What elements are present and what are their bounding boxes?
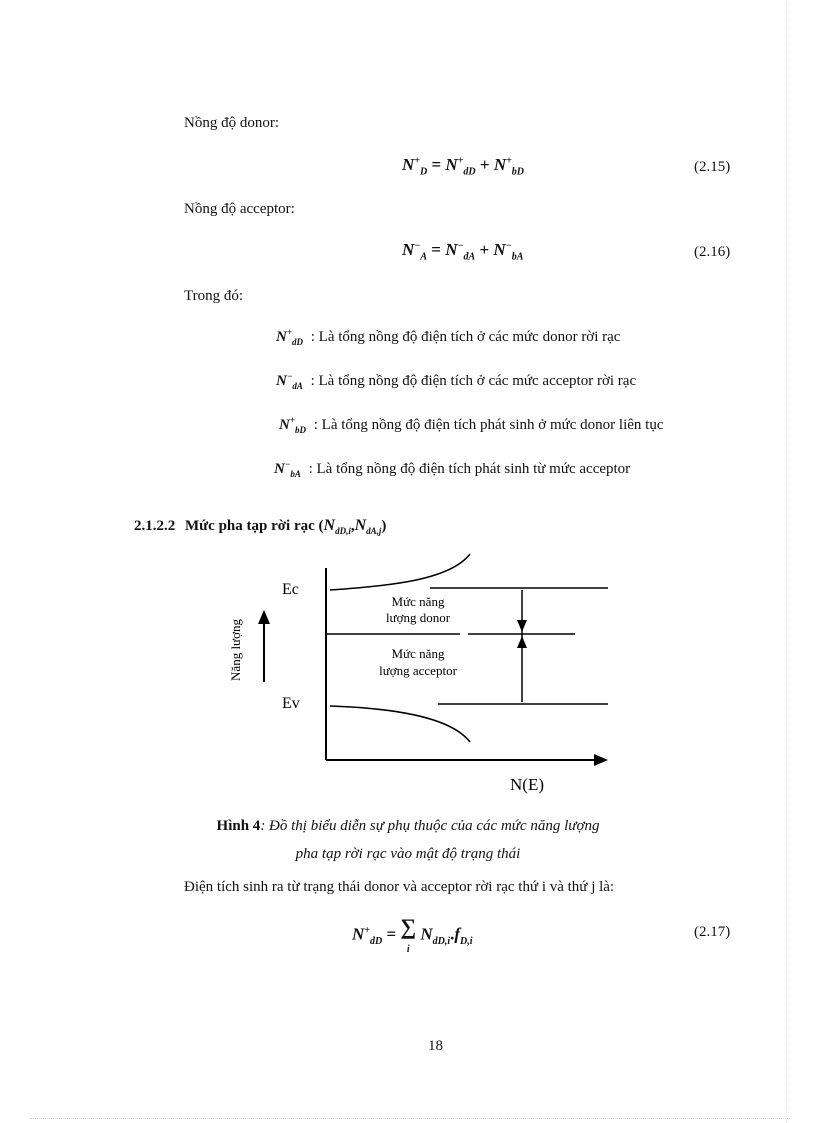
figure-caption-line2 [0, 846, 816, 863]
def-text: : Là tổng nồng độ điện tích ở các mức acceptor rời rạc [310, 373, 637, 389]
eq216-lhs-sub: A [420, 251, 428, 263]
energy-level-figure [220, 550, 620, 800]
definition-item [276, 371, 636, 391]
eq216-t2: N [493, 240, 506, 259]
section-sym1: N [323, 517, 336, 534]
eq215-t1-sub: dD [463, 166, 476, 178]
energy-arrow-head [258, 610, 270, 624]
def-sub: dA [292, 381, 303, 391]
sum-icon: ∑ [400, 914, 417, 939]
bottom-dotted-border [30, 1118, 790, 1119]
def-sup: + [286, 327, 292, 337]
caption-text-1: : Đồ thị biểu diễn sự phụ thuộc của các mức năng lượng [260, 818, 600, 834]
eq215-t2-sup: + [506, 155, 512, 167]
eq215-lhs: N [402, 155, 415, 174]
sum-index: i [406, 944, 410, 955]
def-text: : Là tổng nồng độ điện tích phát sinh từ mức acceptor [308, 461, 631, 477]
equation-number-2-16: (2.16) [694, 244, 731, 260]
eq215-t1: N [445, 155, 458, 174]
conduction-band-curve [330, 554, 470, 590]
donor-label-line1: Mức năng [391, 594, 445, 609]
donor-intro: Nồng độ donor: [184, 115, 279, 131]
eq216-t1-sub: dA [463, 251, 476, 263]
y-axis-label: Năng lượng [228, 619, 243, 681]
eq217-lhs-sup: + [364, 924, 370, 936]
acceptor-label-line2: lượng acceptor [379, 663, 457, 678]
figure-caption-line1 [0, 818, 816, 835]
equation-number-2-17: (2.17) [694, 924, 731, 940]
def-sup: − [286, 371, 293, 381]
valence-band-curve [330, 706, 470, 742]
eq216-lhs: N [402, 240, 415, 259]
def-symbol: N [276, 373, 287, 389]
eq217-t2: f [454, 924, 461, 944]
section-sym1-sub: dD,i [335, 526, 351, 537]
definition-item [274, 459, 630, 479]
eq215-lhs-sup: + [414, 155, 420, 167]
page-number: 18 [428, 1038, 443, 1054]
section-sym2: N [354, 517, 367, 534]
down-arrowhead [517, 620, 527, 632]
ec-label: Ec [282, 581, 299, 598]
eq215-t2: N [493, 155, 507, 174]
equation-2-17: $N^+_{dD}$ = ∑ i $N_{dD,i}.f_{D,i}$ [352, 914, 473, 955]
equation-2-16: $N^-_A = N^-_{dA} + N^-_{bA}$ [402, 240, 524, 263]
x-axis-label: N(E) [510, 775, 544, 794]
donor-label-line2: lượng donor [385, 610, 451, 625]
ev-label: Ev [282, 695, 300, 712]
def-sub: bD [294, 425, 306, 435]
eq217-t1: N [420, 924, 433, 944]
where-label: Trong đó: [184, 288, 244, 304]
section-close: ) [381, 518, 387, 534]
definition-item [279, 415, 664, 435]
eq217-t1-sub: dD,i [432, 935, 451, 947]
def-symbol: N [279, 417, 290, 433]
acceptor-intro: Nồng độ acceptor: [184, 201, 295, 217]
x-axis-arrow [594, 754, 608, 766]
up-arrowhead [517, 636, 527, 648]
eq216-t1-sup: − [457, 240, 464, 252]
caption-prefix: Hình 4 [216, 818, 261, 834]
eq215-t2-sub: bD [511, 166, 525, 178]
eq216-t1: N [445, 240, 458, 259]
section-heading: 2.1.2.2 Mức pha tạp rời rạc $(N_{dD,i},N_{dA,j})$ [134, 517, 387, 537]
eq216-lhs-sup: − [414, 240, 421, 252]
def-symbol: N [274, 461, 285, 477]
acceptor-label-line1: Mức năng [391, 646, 445, 661]
section-sym2-sub: dA,j [366, 526, 382, 537]
right-dotted-border [786, 0, 787, 1123]
charge-intro: Điện tích sinh ra từ trạng thái donor và acceptor rời rạc thứ i và thứ j là: [184, 879, 615, 895]
def-sup: − [284, 459, 291, 469]
eq217-lhs-sub: dD [369, 935, 383, 947]
eq217-lhs: N [352, 924, 365, 944]
eq216-t2-sub: bA [511, 251, 524, 263]
def-sup: + [289, 415, 295, 425]
def-sub: bA [290, 469, 301, 479]
def-symbol: N [276, 329, 287, 345]
eq216-t2-sup: − [505, 240, 512, 252]
definition-item [276, 327, 620, 347]
eq217-t2-sub: D,i [460, 935, 473, 947]
eq215-t1-sup: + [457, 155, 464, 167]
caption-text-2: pha tạp rời rạc vào mật độ trạng thái [295, 846, 521, 862]
def-text: : Là tổng nồng độ điện tích ở các mức donor rời rạc [310, 329, 621, 345]
def-sub: dD [291, 337, 303, 347]
equation-2-15: $N^+_D = N^+_{dD} + N^+_{bD}$ [402, 155, 525, 178]
section-title: Mức pha tạp rời rạc ( [185, 518, 324, 534]
eq215-lhs-sub: D [419, 166, 428, 178]
equation-number-2-15: (2.15) [694, 159, 731, 175]
section-number: 2.1.2.2 [134, 518, 176, 534]
def-text: : Là tổng nồng độ điện tích phát sinh ở mức donor liên tục [313, 417, 664, 433]
